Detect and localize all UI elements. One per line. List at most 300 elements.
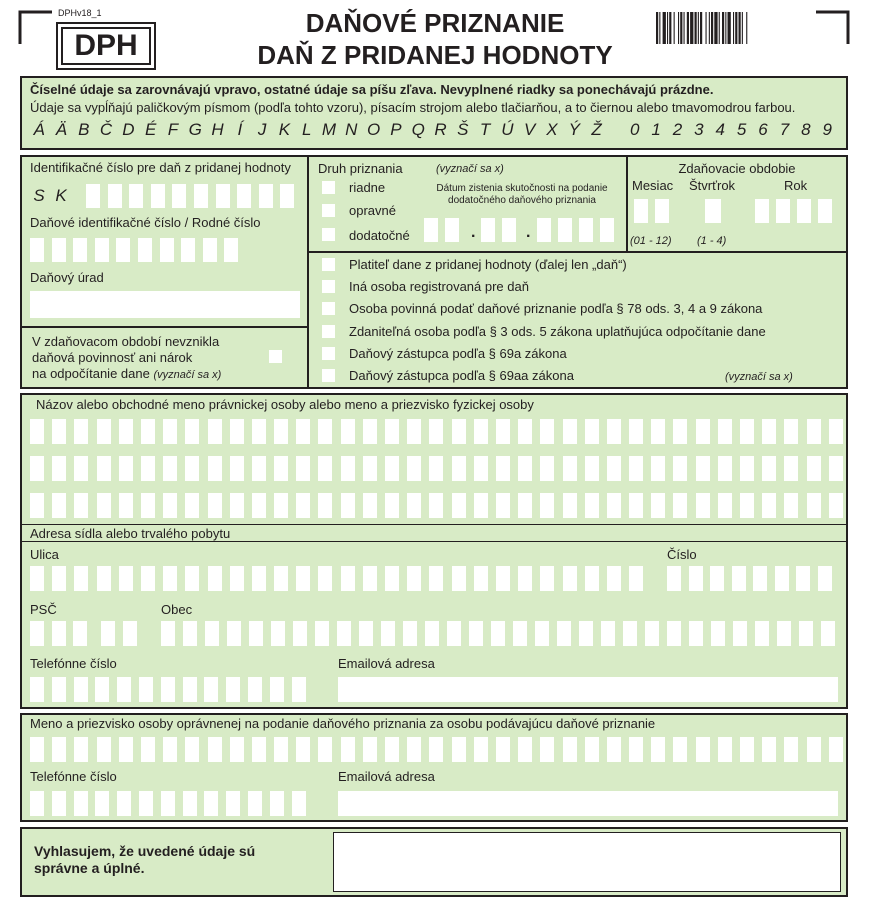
input-cell[interactable]	[407, 493, 421, 518]
input-cell[interactable]	[502, 218, 516, 242]
input-cell[interactable]	[274, 737, 288, 762]
authorized-name-input[interactable]	[30, 737, 843, 762]
input-cell[interactable]	[119, 456, 133, 481]
input-cell[interactable]	[518, 737, 532, 762]
input-cell[interactable]	[755, 199, 769, 223]
input-cell[interactable]	[718, 419, 732, 444]
input-cell[interactable]	[296, 493, 310, 518]
input-cell[interactable]	[733, 621, 747, 646]
input-cell[interactable]	[403, 621, 417, 646]
input-cell[interactable]	[97, 456, 111, 481]
input-cell[interactable]	[425, 621, 439, 646]
input-cell[interactable]	[558, 218, 572, 242]
input-cell[interactable]	[762, 419, 776, 444]
input-cell[interactable]	[784, 419, 798, 444]
input-cell[interactable]	[226, 677, 240, 702]
input-cell[interactable]	[227, 621, 241, 646]
input-cell[interactable]	[230, 419, 244, 444]
input-cell[interactable]	[607, 493, 621, 518]
input-cell[interactable]	[160, 238, 174, 262]
input-cell[interactable]	[753, 566, 767, 591]
input-cell[interactable]	[537, 218, 551, 242]
input-cell[interactable]	[185, 566, 199, 591]
authorized-phone-input[interactable]	[30, 791, 306, 816]
return-type-corrective-checkbox[interactable]	[322, 204, 335, 217]
input-cell[interactable]	[696, 419, 710, 444]
input-cell[interactable]	[807, 419, 821, 444]
input-cell[interactable]	[141, 737, 155, 762]
input-cell[interactable]	[359, 621, 373, 646]
input-cell[interactable]	[163, 419, 177, 444]
input-cell[interactable]	[117, 677, 131, 702]
input-cell[interactable]	[315, 621, 329, 646]
input-cell[interactable]	[696, 737, 710, 762]
input-cell[interactable]	[183, 677, 197, 702]
input-cell[interactable]	[119, 419, 133, 444]
input-cell[interactable]	[270, 677, 284, 702]
input-cell[interactable]	[248, 791, 262, 816]
input-cell[interactable]	[518, 456, 532, 481]
input-cell[interactable]	[776, 199, 790, 223]
input-cell[interactable]	[30, 493, 44, 518]
input-cell[interactable]	[30, 737, 44, 762]
input-cell[interactable]	[141, 456, 155, 481]
input-cell[interactable]	[185, 493, 199, 518]
input-cell[interactable]	[818, 199, 832, 223]
input-cell[interactable]	[318, 419, 332, 444]
input-cell[interactable]	[185, 419, 199, 444]
input-cell[interactable]	[540, 493, 554, 518]
period-month-input[interactable]	[634, 199, 669, 223]
input-cell[interactable]	[807, 737, 821, 762]
input-cell[interactable]	[452, 493, 466, 518]
input-cell[interactable]	[208, 493, 222, 518]
input-cell[interactable]	[172, 184, 186, 208]
input-cell[interactable]	[710, 566, 724, 591]
input-cell[interactable]	[563, 566, 577, 591]
input-cell[interactable]	[252, 419, 266, 444]
input-cell[interactable]	[141, 419, 155, 444]
input-cell[interactable]	[540, 419, 554, 444]
input-cell[interactable]	[249, 621, 263, 646]
input-cell[interactable]	[655, 199, 669, 223]
taxpayer-phone-input[interactable]	[30, 677, 306, 702]
input-cell[interactable]	[270, 791, 284, 816]
input-cell[interactable]	[30, 419, 44, 444]
input-cell[interactable]	[73, 238, 87, 262]
input-cell[interactable]	[363, 419, 377, 444]
input-cell[interactable]	[30, 238, 44, 262]
input-cell[interactable]	[252, 456, 266, 481]
input-cell[interactable]	[296, 566, 310, 591]
input-cell[interactable]	[52, 677, 66, 702]
input-cell[interactable]	[30, 566, 44, 591]
input-cell[interactable]	[161, 791, 175, 816]
input-cell[interactable]	[775, 566, 789, 591]
input-cell[interactable]	[381, 621, 395, 646]
input-cell[interactable]	[696, 456, 710, 481]
input-cell[interactable]	[585, 419, 599, 444]
input-cell[interactable]	[205, 621, 219, 646]
input-cell[interactable]	[740, 737, 754, 762]
input-cell[interactable]	[292, 677, 306, 702]
input-cell[interactable]	[163, 456, 177, 481]
input-cell[interactable]	[74, 566, 88, 591]
input-cell[interactable]	[452, 566, 466, 591]
input-cell[interactable]	[74, 493, 88, 518]
input-cell[interactable]	[784, 737, 798, 762]
input-cell[interactable]	[429, 737, 443, 762]
input-cell[interactable]	[181, 238, 195, 262]
period-year-input[interactable]	[755, 199, 832, 223]
input-cell[interactable]	[341, 737, 355, 762]
input-cell[interactable]	[429, 566, 443, 591]
input-cell[interactable]	[208, 456, 222, 481]
input-cell[interactable]	[755, 621, 769, 646]
input-cell[interactable]	[237, 184, 251, 208]
dic-input[interactable]	[30, 238, 238, 262]
input-cell[interactable]	[280, 184, 294, 208]
input-cell[interactable]	[208, 737, 222, 762]
input-cell[interactable]	[540, 566, 554, 591]
input-cell[interactable]	[86, 184, 100, 208]
input-cell[interactable]	[52, 456, 66, 481]
input-cell[interactable]	[341, 566, 355, 591]
input-cell[interactable]	[141, 493, 155, 518]
input-cell[interactable]	[607, 737, 621, 762]
input-cell[interactable]	[363, 493, 377, 518]
input-cell[interactable]	[407, 456, 421, 481]
zip-input[interactable]	[30, 621, 137, 646]
input-cell[interactable]	[452, 419, 466, 444]
input-cell[interactable]	[651, 419, 665, 444]
input-cell[interactable]	[252, 566, 266, 591]
input-cell[interactable]	[337, 621, 351, 646]
input-cell[interactable]	[318, 456, 332, 481]
input-cell[interactable]	[607, 419, 621, 444]
input-cell[interactable]	[208, 419, 222, 444]
number-input[interactable]	[667, 566, 832, 591]
input-cell[interactable]	[705, 199, 721, 223]
input-cell[interactable]	[119, 737, 133, 762]
input-cell[interactable]	[407, 419, 421, 444]
input-cell[interactable]	[629, 566, 643, 591]
input-cell[interactable]	[829, 737, 843, 762]
input-cell[interactable]	[496, 566, 510, 591]
input-cell[interactable]	[784, 456, 798, 481]
input-cell[interactable]	[116, 238, 130, 262]
input-cell[interactable]	[535, 621, 549, 646]
fact-date-month-input[interactable]	[481, 218, 516, 242]
input-cell[interactable]	[799, 621, 813, 646]
input-cell[interactable]	[452, 737, 466, 762]
input-cell[interactable]	[119, 566, 133, 591]
input-cell[interactable]	[518, 566, 532, 591]
input-cell[interactable]	[74, 791, 88, 816]
input-cell[interactable]	[469, 621, 483, 646]
input-cell[interactable]	[274, 419, 288, 444]
input-cell[interactable]	[563, 456, 577, 481]
input-cell[interactable]	[732, 566, 746, 591]
fact-date-year-input[interactable]	[537, 218, 614, 242]
input-cell[interactable]	[183, 621, 197, 646]
input-cell[interactable]	[513, 621, 527, 646]
input-cell[interactable]	[629, 737, 643, 762]
input-cell[interactable]	[829, 493, 843, 518]
input-cell[interactable]	[740, 419, 754, 444]
input-cell[interactable]	[557, 621, 571, 646]
input-cell[interactable]	[784, 493, 798, 518]
input-cell[interactable]	[208, 566, 222, 591]
input-cell[interactable]	[689, 621, 703, 646]
input-cell[interactable]	[563, 419, 577, 444]
input-cell[interactable]	[385, 493, 399, 518]
input-cell[interactable]	[163, 737, 177, 762]
input-cell[interactable]	[673, 456, 687, 481]
input-cell[interactable]	[52, 493, 66, 518]
payer-type-78-checkbox[interactable]	[322, 302, 335, 315]
input-cell[interactable]	[777, 621, 791, 646]
input-cell[interactable]	[762, 456, 776, 481]
input-cell[interactable]	[318, 566, 332, 591]
input-cell[interactable]	[341, 456, 355, 481]
input-cell[interactable]	[563, 493, 577, 518]
input-cell[interactable]	[718, 493, 732, 518]
input-cell[interactable]	[429, 419, 443, 444]
input-cell[interactable]	[74, 419, 88, 444]
input-cell[interactable]	[407, 737, 421, 762]
input-cell[interactable]	[667, 566, 681, 591]
input-cell[interactable]	[807, 493, 821, 518]
input-cell[interactable]	[230, 566, 244, 591]
input-cell[interactable]	[585, 493, 599, 518]
ic-dph-input[interactable]	[86, 184, 294, 208]
input-cell[interactable]	[204, 677, 218, 702]
input-cell[interactable]	[183, 791, 197, 816]
input-cell[interactable]	[95, 677, 109, 702]
input-cell[interactable]	[385, 456, 399, 481]
input-cell[interactable]	[585, 566, 599, 591]
input-cell[interactable]	[185, 456, 199, 481]
input-cell[interactable]	[585, 737, 599, 762]
input-cell[interactable]	[718, 456, 732, 481]
input-cell[interactable]	[271, 621, 285, 646]
input-cell[interactable]	[163, 566, 177, 591]
input-cell[interactable]	[445, 218, 459, 242]
input-cell[interactable]	[73, 621, 87, 646]
input-cell[interactable]	[259, 184, 273, 208]
input-cell[interactable]	[363, 566, 377, 591]
input-cell[interactable]	[296, 737, 310, 762]
input-cell[interactable]	[481, 218, 495, 242]
input-cell[interactable]	[673, 737, 687, 762]
input-cell[interactable]	[634, 199, 648, 223]
input-cell[interactable]	[274, 456, 288, 481]
input-cell[interactable]	[30, 791, 44, 816]
input-cell[interactable]	[318, 493, 332, 518]
input-cell[interactable]	[292, 791, 306, 816]
input-cell[interactable]	[204, 791, 218, 816]
input-cell[interactable]	[151, 184, 165, 208]
input-cell[interactable]	[718, 737, 732, 762]
input-cell[interactable]	[341, 419, 355, 444]
input-cell[interactable]	[601, 621, 615, 646]
input-cell[interactable]	[224, 238, 238, 262]
input-cell[interactable]	[424, 218, 438, 242]
input-cell[interactable]	[607, 566, 621, 591]
payer-type-3-checkbox[interactable]	[322, 325, 335, 338]
input-cell[interactable]	[651, 493, 665, 518]
input-cell[interactable]	[363, 456, 377, 481]
input-cell[interactable]	[141, 566, 155, 591]
input-cell[interactable]	[740, 456, 754, 481]
input-cell[interactable]	[52, 621, 66, 646]
input-cell[interactable]	[248, 677, 262, 702]
input-cell[interactable]	[673, 493, 687, 518]
input-cell[interactable]	[108, 184, 122, 208]
input-cell[interactable]	[385, 737, 399, 762]
input-cell[interactable]	[139, 677, 153, 702]
input-cell[interactable]	[600, 218, 614, 242]
input-cell[interactable]	[30, 621, 44, 646]
input-cell[interactable]	[74, 677, 88, 702]
input-cell[interactable]	[673, 419, 687, 444]
input-cell[interactable]	[474, 566, 488, 591]
input-cell[interactable]	[796, 566, 810, 591]
input-cell[interactable]	[807, 456, 821, 481]
input-cell[interactable]	[30, 677, 44, 702]
input-cell[interactable]	[563, 737, 577, 762]
input-cell[interactable]	[194, 184, 208, 208]
input-cell[interactable]	[491, 621, 505, 646]
input-cell[interactable]	[818, 566, 832, 591]
input-cell[interactable]	[97, 493, 111, 518]
input-cell[interactable]	[452, 456, 466, 481]
input-cell[interactable]	[95, 238, 109, 262]
input-cell[interactable]	[496, 456, 510, 481]
input-cell[interactable]	[101, 621, 115, 646]
input-cell[interactable]	[651, 456, 665, 481]
input-cell[interactable]	[585, 456, 599, 481]
payer-type-other-registered-checkbox[interactable]	[322, 280, 335, 293]
input-cell[interactable]	[496, 737, 510, 762]
input-cell[interactable]	[711, 621, 725, 646]
signature-box[interactable]	[333, 832, 841, 892]
input-cell[interactable]	[762, 493, 776, 518]
input-cell[interactable]	[161, 677, 175, 702]
period-quarter-input[interactable]	[705, 199, 721, 223]
no-liability-checkbox[interactable]	[269, 350, 282, 363]
input-cell[interactable]	[540, 456, 554, 481]
input-cell[interactable]	[52, 566, 66, 591]
input-cell[interactable]	[429, 493, 443, 518]
input-cell[interactable]	[216, 184, 230, 208]
input-cell[interactable]	[518, 493, 532, 518]
input-cell[interactable]	[363, 737, 377, 762]
input-cell[interactable]	[829, 456, 843, 481]
input-cell[interactable]	[52, 419, 66, 444]
input-cell[interactable]	[161, 621, 175, 646]
input-cell[interactable]	[629, 456, 643, 481]
input-cell[interactable]	[138, 238, 152, 262]
input-cell[interactable]	[645, 621, 659, 646]
input-cell[interactable]	[52, 791, 66, 816]
input-cell[interactable]	[293, 621, 307, 646]
input-cell[interactable]	[203, 238, 217, 262]
input-cell[interactable]	[139, 791, 153, 816]
return-type-regular-checkbox[interactable]	[322, 181, 335, 194]
input-cell[interactable]	[123, 621, 137, 646]
fact-date-day-input[interactable]	[424, 218, 459, 242]
input-cell[interactable]	[407, 566, 421, 591]
input-cell[interactable]	[274, 493, 288, 518]
payer-type-69a-checkbox[interactable]	[322, 347, 335, 360]
input-cell[interactable]	[429, 456, 443, 481]
input-cell[interactable]	[74, 456, 88, 481]
input-cell[interactable]	[474, 419, 488, 444]
city-input[interactable]	[161, 621, 835, 646]
input-cell[interactable]	[296, 419, 310, 444]
input-cell[interactable]	[97, 419, 111, 444]
input-cell[interactable]	[518, 419, 532, 444]
input-cell[interactable]	[52, 238, 66, 262]
payer-type-69aa-checkbox[interactable]	[322, 369, 335, 382]
input-cell[interactable]	[667, 621, 681, 646]
input-cell[interactable]	[629, 419, 643, 444]
input-cell[interactable]	[385, 566, 399, 591]
input-cell[interactable]	[496, 493, 510, 518]
input-cell[interactable]	[689, 566, 703, 591]
input-cell[interactable]	[296, 456, 310, 481]
input-cell[interactable]	[629, 493, 643, 518]
taxpayer-email-input[interactable]	[338, 677, 838, 702]
authorized-email-input[interactable]	[338, 791, 838, 816]
input-cell[interactable]	[762, 737, 776, 762]
payer-type-vat-payer-checkbox[interactable]	[322, 258, 335, 271]
input-cell[interactable]	[740, 493, 754, 518]
input-cell[interactable]	[274, 566, 288, 591]
input-cell[interactable]	[230, 737, 244, 762]
input-cell[interactable]	[579, 218, 593, 242]
input-cell[interactable]	[696, 493, 710, 518]
input-cell[interactable]	[474, 493, 488, 518]
input-cell[interactable]	[607, 456, 621, 481]
input-cell[interactable]	[74, 737, 88, 762]
input-cell[interactable]	[30, 456, 44, 481]
input-cell[interactable]	[829, 419, 843, 444]
tax-office-input[interactable]	[30, 291, 300, 318]
input-cell[interactable]	[540, 737, 554, 762]
input-cell[interactable]	[163, 493, 177, 518]
street-input[interactable]	[30, 566, 643, 591]
input-cell[interactable]	[474, 737, 488, 762]
input-cell[interactable]	[252, 737, 266, 762]
input-cell[interactable]	[97, 737, 111, 762]
taxpayer-name-input-row-2[interactable]	[30, 456, 843, 481]
input-cell[interactable]	[341, 493, 355, 518]
input-cell[interactable]	[252, 493, 266, 518]
taxpayer-name-input-row-1[interactable]	[30, 419, 843, 444]
input-cell[interactable]	[651, 737, 665, 762]
input-cell[interactable]	[447, 621, 461, 646]
input-cell[interactable]	[95, 791, 109, 816]
input-cell[interactable]	[474, 456, 488, 481]
input-cell[interactable]	[226, 791, 240, 816]
input-cell[interactable]	[623, 621, 637, 646]
input-cell[interactable]	[117, 791, 131, 816]
input-cell[interactable]	[185, 737, 199, 762]
input-cell[interactable]	[52, 737, 66, 762]
